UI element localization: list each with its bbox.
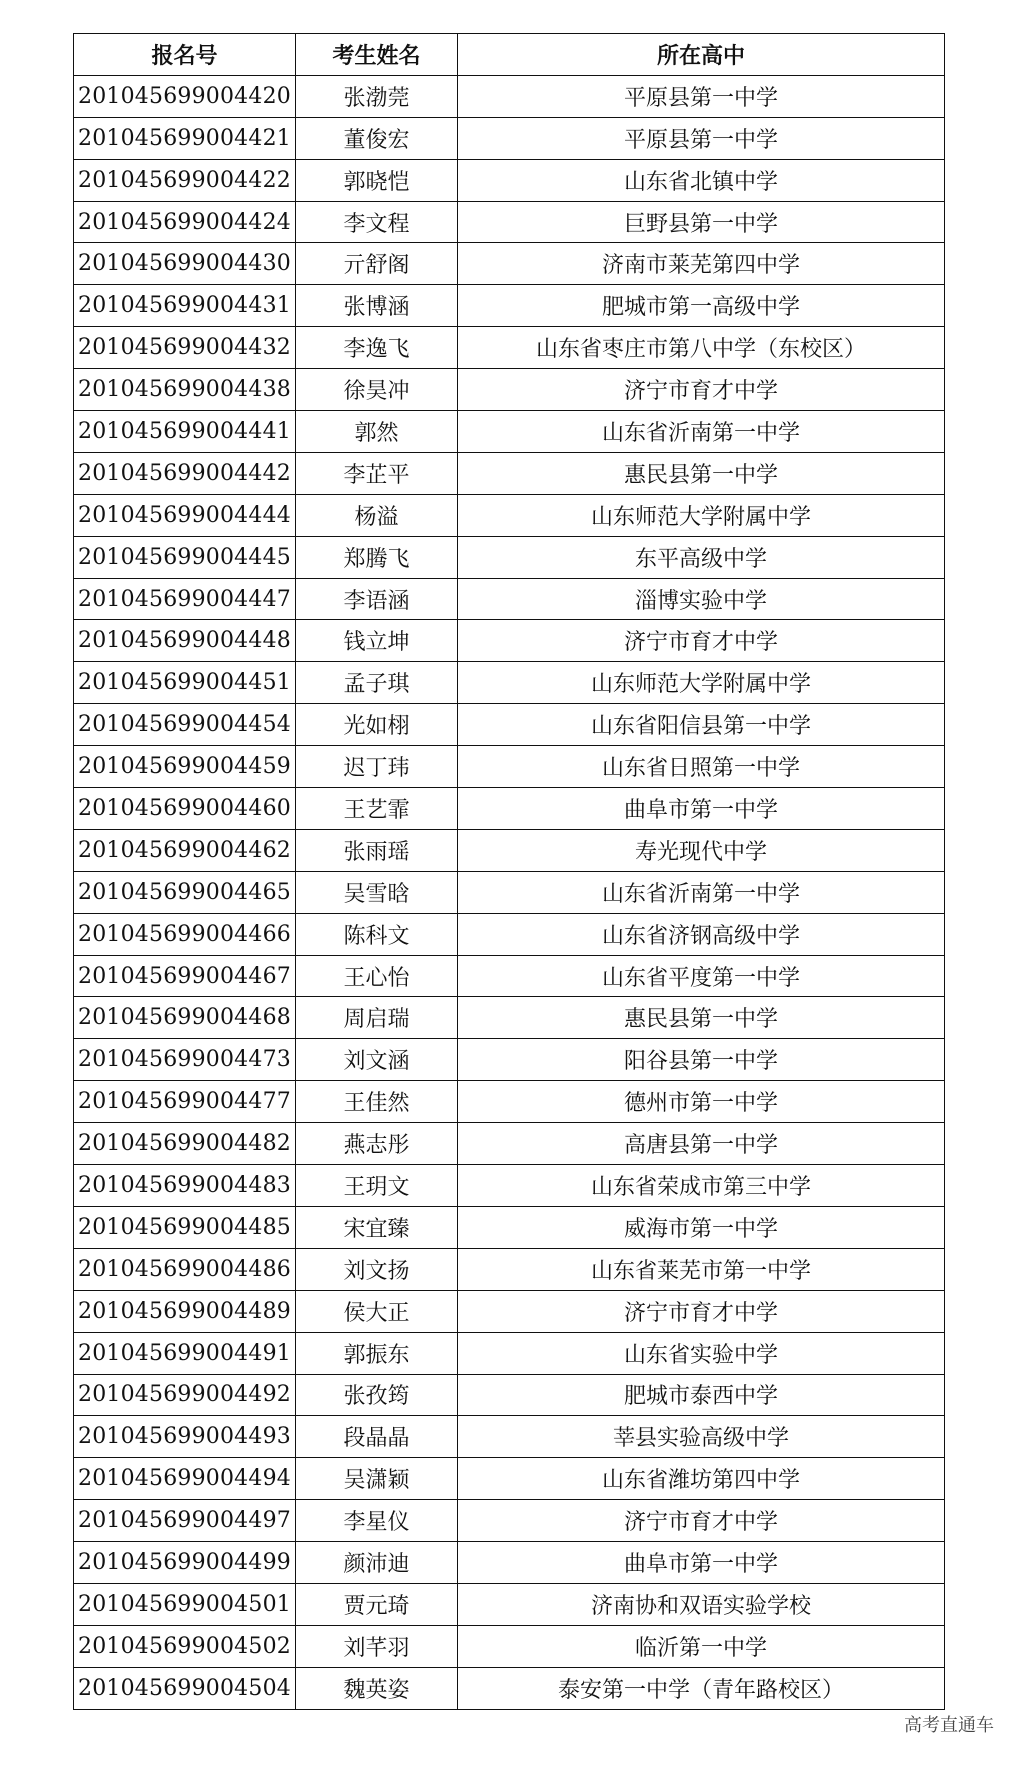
high-school-cell: 东平高级中学 [458, 536, 945, 578]
table-row [74, 662, 945, 704]
high-school-cell: 曲阜市第一中学 [458, 1542, 945, 1584]
high-school-cell: 山东师范大学附属中学 [458, 662, 945, 704]
student-name-cell: 郭然 [296, 411, 458, 453]
student-name-cell: 王佳然 [296, 1081, 458, 1123]
registration-number-cell: 201045699004444 [74, 494, 296, 536]
student-name-cell: 段晶晶 [296, 1416, 458, 1458]
registration-number-cell: 201045699004462 [74, 829, 296, 871]
table-row [74, 536, 945, 578]
student-name-cell: 张孜筠 [296, 1374, 458, 1416]
table-row [74, 1123, 945, 1165]
student-name-cell: 徐昊冲 [296, 369, 458, 411]
registration-number-cell: 201045699004445 [74, 536, 296, 578]
table-row [74, 997, 945, 1039]
roster-sheet [73, 33, 944, 1710]
table-row [74, 704, 945, 746]
student-name-cell: 王艺霏 [296, 788, 458, 830]
table-header-row [74, 34, 945, 76]
student-name-cell: 李芷平 [296, 452, 458, 494]
high-school-cell: 山东师范大学附属中学 [458, 494, 945, 536]
high-school-cell: 德州市第一中学 [458, 1081, 945, 1123]
watermark-text: 高考直通车 [904, 1715, 994, 1736]
high-school-cell: 惠民县第一中学 [458, 997, 945, 1039]
high-school-cell: 高唐县第一中学 [458, 1123, 945, 1165]
student-name-cell: 陈科文 [296, 913, 458, 955]
table-row [74, 327, 945, 369]
student-name-cell: 侯大正 [296, 1290, 458, 1332]
roster-body [74, 75, 945, 1709]
registration-number-cell: 201045699004491 [74, 1332, 296, 1374]
registration-number-cell: 201045699004454 [74, 704, 296, 746]
registration-number-cell: 201045699004504 [74, 1667, 296, 1709]
high-school-cell: 肥城市第一高级中学 [458, 285, 945, 327]
registration-number-cell: 201045699004442 [74, 452, 296, 494]
high-school-cell: 山东省枣庄市第八中学（东校区） [458, 327, 945, 369]
header-student-name: 考生姓名 [296, 34, 458, 76]
table-row [74, 117, 945, 159]
table-row [74, 829, 945, 871]
table-row [74, 620, 945, 662]
student-name-cell: 郑腾飞 [296, 536, 458, 578]
roster-table [73, 33, 945, 1710]
table-row [74, 1542, 945, 1584]
table-row [74, 1248, 945, 1290]
registration-number-cell: 201045699004501 [74, 1583, 296, 1625]
table-row [74, 1374, 945, 1416]
high-school-cell: 临沂第一中学 [458, 1625, 945, 1667]
registration-number-cell: 201045699004467 [74, 955, 296, 997]
high-school-cell: 淄博实验中学 [458, 578, 945, 620]
student-name-cell: 李文程 [296, 201, 458, 243]
registration-number-cell: 201045699004468 [74, 997, 296, 1039]
student-name-cell: 刘文扬 [296, 1248, 458, 1290]
high-school-cell: 寿光现代中学 [458, 829, 945, 871]
table-row [74, 285, 945, 327]
registration-number-cell: 201045699004497 [74, 1500, 296, 1542]
table-row [74, 1625, 945, 1667]
registration-number-cell: 201045699004447 [74, 578, 296, 620]
registration-number-cell: 201045699004482 [74, 1123, 296, 1165]
student-name-cell: 张博涵 [296, 285, 458, 327]
registration-number-cell: 201045699004486 [74, 1248, 296, 1290]
table-row [74, 955, 945, 997]
registration-number-cell: 201045699004492 [74, 1374, 296, 1416]
registration-number-cell: 201045699004431 [74, 285, 296, 327]
table-row [74, 1332, 945, 1374]
table-row [74, 578, 945, 620]
table-row [74, 369, 945, 411]
student-name-cell: 迟丁玮 [296, 746, 458, 788]
registration-number-cell: 201045699004451 [74, 662, 296, 704]
registration-number-cell: 201045699004424 [74, 201, 296, 243]
table-row [74, 871, 945, 913]
table-row [74, 1583, 945, 1625]
registration-number-cell: 201045699004465 [74, 871, 296, 913]
table-row [74, 1290, 945, 1332]
registration-number-cell: 201045699004485 [74, 1206, 296, 1248]
student-name-cell: 张雨瑶 [296, 829, 458, 871]
student-name-cell: 郭振东 [296, 1332, 458, 1374]
high-school-cell: 济南市莱芜第四中学 [458, 243, 945, 285]
student-name-cell: 燕志彤 [296, 1123, 458, 1165]
high-school-cell: 平原县第一中学 [458, 75, 945, 117]
high-school-cell: 山东省阳信县第一中学 [458, 704, 945, 746]
student-name-cell: 吴雪晗 [296, 871, 458, 913]
registration-number-cell: 201045699004432 [74, 327, 296, 369]
registration-number-cell: 201045699004422 [74, 159, 296, 201]
table-row [74, 1500, 945, 1542]
high-school-cell: 惠民县第一中学 [458, 452, 945, 494]
registration-number-cell: 201045699004448 [74, 620, 296, 662]
high-school-cell: 山东省北镇中学 [458, 159, 945, 201]
table-row [74, 411, 945, 453]
registration-number-cell: 201045699004502 [74, 1625, 296, 1667]
high-school-cell: 平原县第一中学 [458, 117, 945, 159]
student-name-cell: 李语涵 [296, 578, 458, 620]
student-name-cell: 张渤莞 [296, 75, 458, 117]
table-row [74, 1416, 945, 1458]
high-school-cell: 济宁市育才中学 [458, 1500, 945, 1542]
high-school-cell: 山东省潍坊第四中学 [458, 1458, 945, 1500]
student-name-cell: 杨溢 [296, 494, 458, 536]
table-row [74, 159, 945, 201]
student-name-cell: 王心怡 [296, 955, 458, 997]
student-name-cell: 李星仪 [296, 1500, 458, 1542]
high-school-cell: 济南协和双语实验学校 [458, 1583, 945, 1625]
table-row [74, 913, 945, 955]
high-school-cell: 山东省沂南第一中学 [458, 411, 945, 453]
registration-number-cell: 201045699004421 [74, 117, 296, 159]
student-name-cell: 周启瑞 [296, 997, 458, 1039]
registration-number-cell: 201045699004438 [74, 369, 296, 411]
student-name-cell: 刘芊羽 [296, 1625, 458, 1667]
table-row [74, 1039, 945, 1081]
registration-number-cell: 201045699004466 [74, 913, 296, 955]
registration-number-cell: 201045699004420 [74, 75, 296, 117]
table-row [74, 494, 945, 536]
high-school-cell: 肥城市泰西中学 [458, 1374, 945, 1416]
table-row [74, 1165, 945, 1207]
registration-number-cell: 201045699004499 [74, 1542, 296, 1584]
high-school-cell: 阳谷县第一中学 [458, 1039, 945, 1081]
table-row [74, 201, 945, 243]
student-name-cell: 钱立坤 [296, 620, 458, 662]
student-name-cell: 王玥文 [296, 1165, 458, 1207]
registration-number-cell: 201045699004441 [74, 411, 296, 453]
registration-number-cell: 201045699004483 [74, 1165, 296, 1207]
high-school-cell: 泰安第一中学（青年路校区） [458, 1667, 945, 1709]
high-school-cell: 山东省日照第一中学 [458, 746, 945, 788]
table-row [74, 243, 945, 285]
student-name-cell: 李逸飞 [296, 327, 458, 369]
table-row [74, 1458, 945, 1500]
student-name-cell: 颜沛迪 [296, 1542, 458, 1584]
high-school-cell: 山东省济钢高级中学 [458, 913, 945, 955]
high-school-cell: 山东省莱芜市第一中学 [458, 1248, 945, 1290]
table-row [74, 452, 945, 494]
high-school-cell: 巨野县第一中学 [458, 201, 945, 243]
high-school-cell: 曲阜市第一中学 [458, 788, 945, 830]
registration-number-cell: 201045699004493 [74, 1416, 296, 1458]
high-school-cell: 济宁市育才中学 [458, 369, 945, 411]
high-school-cell: 山东省沂南第一中学 [458, 871, 945, 913]
high-school-cell: 山东省荣成市第三中学 [458, 1165, 945, 1207]
registration-number-cell: 201045699004489 [74, 1290, 296, 1332]
high-school-cell: 山东省实验中学 [458, 1332, 945, 1374]
table-row [74, 746, 945, 788]
table-row [74, 788, 945, 830]
student-name-cell: 孟子琪 [296, 662, 458, 704]
high-school-cell: 莘县实验高级中学 [458, 1416, 945, 1458]
header-high-school: 所在高中 [458, 34, 945, 76]
high-school-cell: 山东省平度第一中学 [458, 955, 945, 997]
registration-number-cell: 201045699004494 [74, 1458, 296, 1500]
high-school-cell: 济宁市育才中学 [458, 620, 945, 662]
table-row [74, 1206, 945, 1248]
student-name-cell: 魏英姿 [296, 1667, 458, 1709]
registration-number-cell: 201045699004477 [74, 1081, 296, 1123]
table-row [74, 75, 945, 117]
high-school-cell: 济宁市育才中学 [458, 1290, 945, 1332]
table-row [74, 1667, 945, 1709]
student-name-cell: 亓舒阁 [296, 243, 458, 285]
registration-number-cell: 201045699004459 [74, 746, 296, 788]
registration-number-cell: 201045699004460 [74, 788, 296, 830]
student-name-cell: 董俊宏 [296, 117, 458, 159]
registration-number-cell: 201045699004430 [74, 243, 296, 285]
student-name-cell: 刘文涵 [296, 1039, 458, 1081]
student-name-cell: 贾元琦 [296, 1583, 458, 1625]
student-name-cell: 吴潇颖 [296, 1458, 458, 1500]
high-school-cell: 威海市第一中学 [458, 1206, 945, 1248]
registration-number-cell: 201045699004473 [74, 1039, 296, 1081]
student-name-cell: 郭晓恺 [296, 159, 458, 201]
header-registration-number: 报名号 [74, 34, 296, 76]
table-row [74, 1081, 945, 1123]
student-name-cell: 光如栩 [296, 704, 458, 746]
student-name-cell: 宋宜臻 [296, 1206, 458, 1248]
